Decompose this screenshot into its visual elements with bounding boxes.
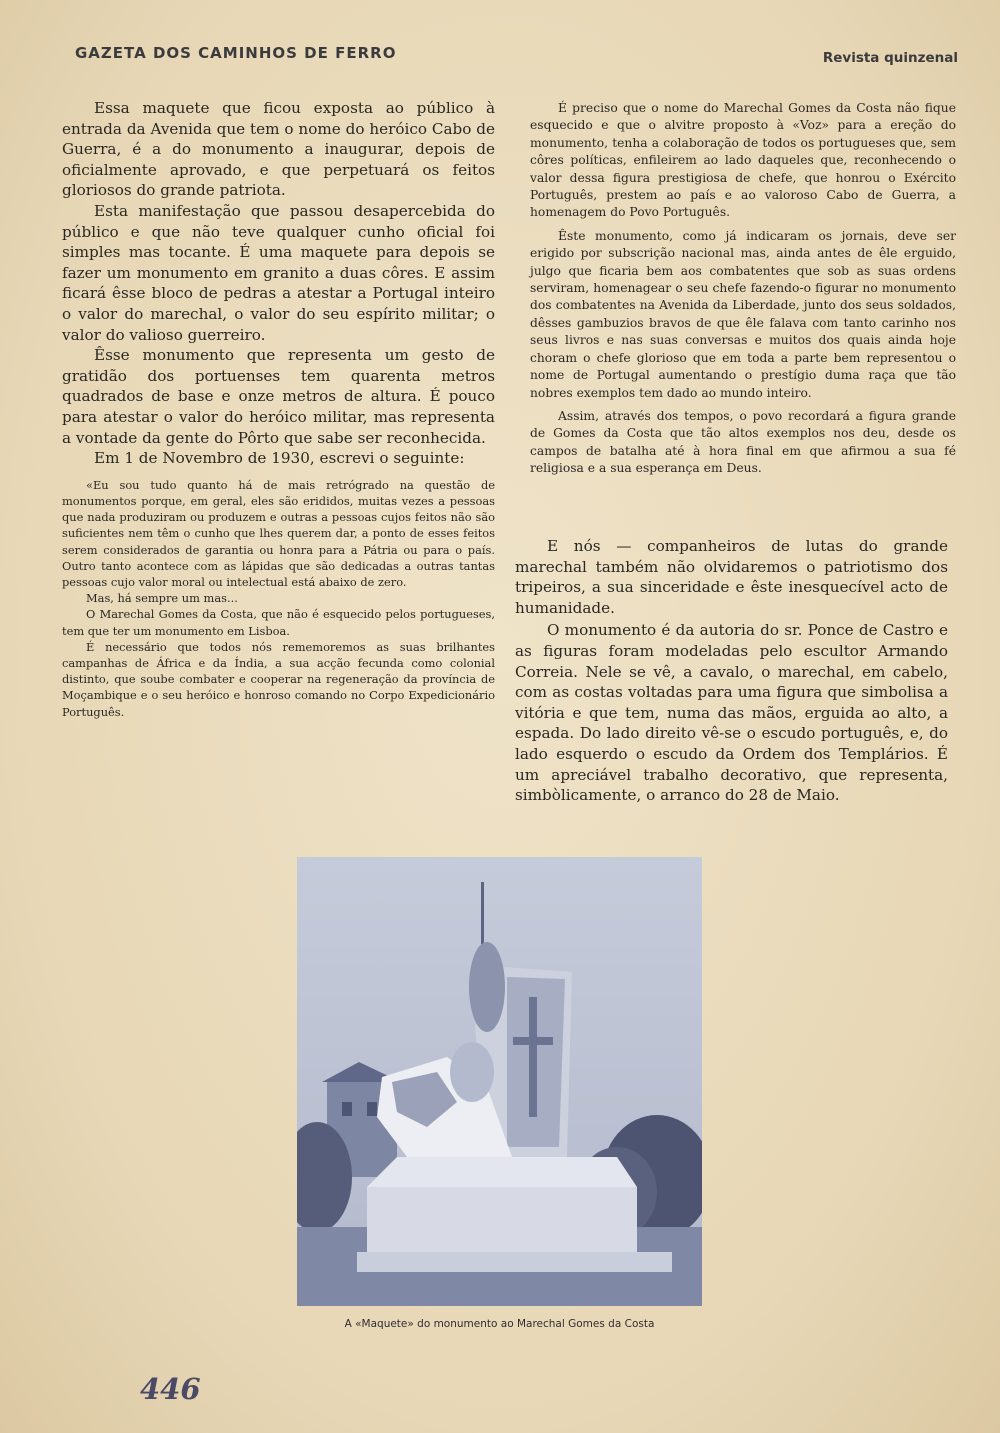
page-number: 446 [140,1372,201,1406]
paragraph: Assim, através dos tempos, o povo recordará a figura grande de Gomes da Costa que tão altos exemplos nos deu, desde os campos de batalha até à hora final em que afirmou a sua fé religiosa e a sua esperança em Deus. [530,408,956,476]
paragraph: Esta manifestação que passou desapercebida do público e que não teve qualquer cunho oficial foi simples mas tocante. É uma maquete para depois se fazer um monumento em granito a duas côres. E assim ficará êsse bloco de pedras a atestar a Portugal inteiro o valor do marechal, o valor do seu espírito militar; o valor do valioso guerreiro. [62,201,495,344]
publication-subtitle: Revista quinzenal [822,50,958,66]
publication-title: GAZETA DOS CAMINHOS DE FERRO [75,44,397,62]
quote-paragraph: Mas, há sempre um mas... [86,591,238,606]
left-column [62,98,495,720]
paragraph: E nós — companheiros de lutas do grande marechal também não olvidaremos o patriotismo dos tripeiros, a sua sinceridade e êste inesquecível acto de humanidade. [515,537,948,617]
right-column-quote [530,100,956,484]
paragraph: Em 1 de Novembro de 1930, escrevi o seguinte: [94,449,465,468]
quote-paragraph: «Eu sou tudo quanto há de mais retrógrado na questão de monumentos porque, em geral, eles são erididos, muitas vezes a pessoas que nada produziram ou produzem e outras a pessoas cujos feitos não são suficientes nem têm o cunho que lhes querem dar, a ponto de esses feitos serem considerados de garantia ou honra para a Pátria ou para o país. Outro tanto acontece com as lápidas que são dedicadas a outras tantas pessoas cujo valor moral ou intelectual está abaixo de zero. [62,477,495,589]
paragraph: Êste monumento, como já indicaram os jornais, deve ser erigido por subscrição nacional mas, ainda antes de êle erguido, julgo que ficaria bem aos combatentes que sob as suas ordens serviram, homenagear o seu chefe fazendo-o figurar no monumento dos combatentes na Avenida da Liberdade, junto dos seus soldados, dêsses gambuzios bravos de que êle falava com tanto carinho nos seus livros e nas suas conversas e muitos dos quais ainda hoje choram o chefe glorioso que em toda a parte bem representou o nome de Portugal aumentando o prestígio duma raça que tão nobres exemplos tem dado ao mundo inteiro. [530,228,956,400]
quote-paragraph: É necessário que todos nós rememoremos as suas brilhantes campanhas de África e da Índia, a sua acção fecunda como colonial distinto, que soube combater e cooperar na regeneração da província de Moçambique e o seu heróico e honroso comando no Corpo Expedicionário Português. [62,639,495,719]
monument-photo [297,857,702,1306]
photo-caption: A «Maquete» do monumento ao Marechal Gomes da Costa [344,1318,655,1330]
right-column-body [515,536,948,808]
paragraph: É preciso que o nome do Marechal Gomes da Costa não fique esquecido e que o alvitre proposto à «Voz» para a ereção do monumento, tenha a colaboração de todos os portugueses que, sem côres políticas, enfileirem ao lado daqueles que, reconhecendo o valor dessa figura prestigiosa de chefe, que honrou o Exército Português, prestem ao país e ao valoroso Cabo de Guerra, a homenagem do Povo Português. [530,101,956,220]
paragraph: Êsse monumento que representa um gesto de gratidão dos portuenses tem quarenta metros quadrados de base e onze metros de altura. É pouco para atestar o valor do heróico militar, mas representa a vontade da gente do Pôrto que sabe ser reconhecida. [62,346,495,447]
paragraph: Essa maquete que ficou exposta ao público à entrada da Avenida que tem o nome do heróico Cabo de Guerra, é a do monumento a inaugurar, depois de oficialmente aprovado, e que perpetuará os feitos gloriosos do grande patriota. [62,99,495,200]
quote-paragraph: O Marechal Gomes da Costa, que não é esquecido pelos portugueses, tem que ter um monumento em Lisboa. [62,607,495,638]
paragraph: O monumento é da autoria do sr. Ponce de Castro e as figuras foram modeladas pelo escultor Armando Correia. Nele se vê, a cavalo, o marechal, em cabelo, com as costas voltadas para uma figura que simbolisa a vitória e que tem, numa das mãos, erguida ao alto, a espada. Do lado direito vê-se o escudo português, e, do lado esquerdo o escudo da Ordem dos Templários. É um apreciável trabalho decorativo, que representa, simbòlicamente, o arranco do 28 de Maio. [515,621,948,805]
quoted-text [62,477,495,720]
